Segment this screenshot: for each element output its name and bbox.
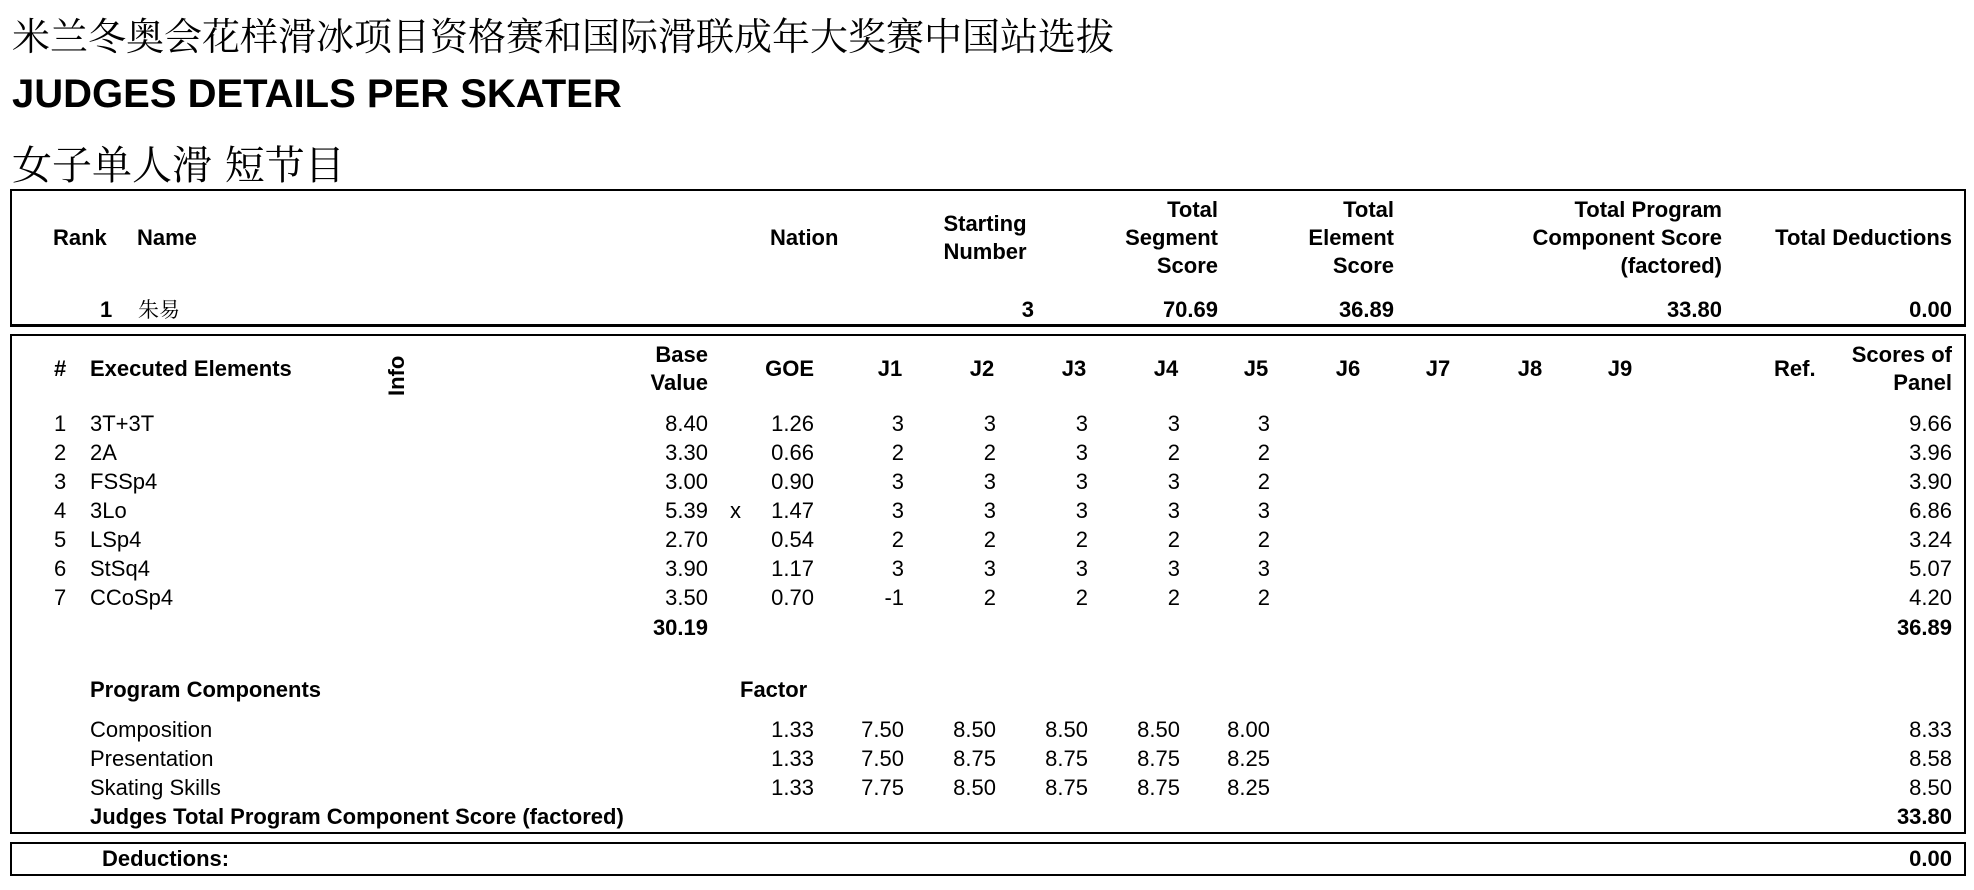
skater-deductions: 0.00	[1909, 297, 1952, 322]
element-j4: 2	[1167, 440, 1180, 465]
header-goe: GOE	[765, 356, 814, 381]
skater-tes: 36.89	[1338, 297, 1394, 322]
component-j1: 7.50	[861, 717, 904, 742]
element-name: FSSp4	[90, 469, 158, 494]
element-goe: 0.66	[771, 440, 814, 465]
header-j9: J9	[1607, 356, 1633, 381]
element-j2: 2	[983, 527, 996, 552]
element-num: 3	[54, 469, 67, 494]
element-panel: 5.07	[1909, 556, 1952, 581]
element-j4: 3	[1167, 498, 1180, 523]
component-factor: 1.33	[771, 717, 814, 742]
component-panel: 8.33	[1909, 717, 1952, 742]
skater-tss: 70.69	[1162, 297, 1218, 322]
element-panel: 3.96	[1909, 440, 1952, 465]
element-j3: 2	[1075, 585, 1088, 610]
header-tss-line1: Total	[1167, 197, 1218, 222]
element-num: 5	[54, 527, 67, 552]
element-name: 3T+3T	[90, 411, 155, 436]
element-panel: 3.90	[1909, 469, 1952, 494]
component-j4: 8.50	[1137, 717, 1180, 742]
element-name: CCoSp4	[90, 585, 174, 610]
component-j3: 8.75	[1045, 746, 1088, 771]
element-j2: 3	[983, 556, 996, 581]
component-factor: 1.33	[771, 775, 814, 800]
components-total-label: Judges Total Program Component Score (factored)	[90, 804, 624, 829]
component-j4: 8.75	[1137, 775, 1180, 800]
element-name: StSq4	[90, 556, 150, 581]
element-goe: 0.90	[771, 469, 814, 494]
header-j5: J5	[1243, 356, 1269, 381]
header-total-deductions: Total Deductions	[1775, 225, 1952, 250]
header-scores-of-panel	[1820, 341, 1952, 397]
element-j1: 3	[891, 469, 904, 494]
element-base: 3.00	[665, 469, 708, 494]
header-executed-elements: Executed Elements	[90, 356, 292, 381]
element-name: 2A	[90, 440, 117, 465]
element-j4: 3	[1167, 411, 1180, 436]
header-tss-line3: Score	[1156, 253, 1218, 278]
header-elem-num: #	[54, 356, 67, 381]
header-starting-number	[930, 210, 1040, 266]
element-num: 4	[54, 498, 67, 523]
element-j5: 2	[1257, 585, 1270, 610]
element-j2: 3	[983, 411, 996, 436]
element-goe: 1.26	[771, 411, 814, 436]
element-j4: 2	[1167, 585, 1180, 610]
skater-name: 朱易	[138, 298, 180, 322]
header-base-line1: Base	[655, 342, 708, 367]
header-j3: J3	[1061, 356, 1087, 381]
component-panel: 8.50	[1909, 775, 1952, 800]
element-num: 6	[54, 556, 67, 581]
header-base-line2: Value	[650, 370, 708, 395]
element-name: 3Lo	[90, 498, 127, 523]
header-j4: J4	[1153, 356, 1179, 381]
element-base: 2.70	[665, 527, 708, 552]
element-j3: 3	[1075, 469, 1088, 494]
element-j1: 2	[891, 527, 904, 552]
element-j3: 3	[1075, 498, 1088, 523]
header-starting-line2: Number	[943, 239, 1027, 264]
deductions-value: 0.00	[1909, 846, 1952, 871]
element-base: 3.90	[665, 556, 708, 581]
component-factor: 1.33	[771, 746, 814, 771]
report-title: JUDGES DETAILS PER SKATER	[12, 72, 622, 116]
element-j3: 3	[1075, 440, 1088, 465]
component-j2: 8.75	[953, 746, 996, 771]
element-j1: 3	[891, 411, 904, 436]
segment-title: 女子单人滑 短节目	[12, 143, 345, 189]
header-tes-line2: Element	[1308, 225, 1394, 250]
element-j1: -1	[884, 585, 904, 610]
element-j2: 3	[983, 498, 996, 523]
deductions-label: Deductions:	[102, 846, 230, 871]
element-goe: 1.17	[771, 556, 814, 581]
header-info: Info	[384, 355, 409, 396]
element-j2: 2	[983, 585, 996, 610]
components-total-value: 33.80	[1896, 804, 1952, 829]
element-panel: 9.66	[1909, 411, 1952, 436]
element-j1: 2	[891, 440, 904, 465]
header-j8: J8	[1517, 356, 1543, 381]
header-panel-line1: Scores of	[1851, 342, 1952, 367]
element-name: LSp4	[90, 527, 142, 552]
header-total-element-score	[1260, 196, 1394, 280]
components-title: Program Components	[90, 677, 322, 702]
element-panel: 6.86	[1909, 498, 1952, 523]
header-j6: J6	[1335, 356, 1361, 381]
element-j5: 3	[1257, 556, 1270, 581]
summary-divider	[10, 325, 1966, 327]
header-tes-line3: Score	[1332, 253, 1394, 278]
elements-total-panel: 36.89	[1896, 615, 1952, 640]
component-j1: 7.75	[861, 775, 904, 800]
component-j3: 8.50	[1045, 717, 1088, 742]
component-name: Skating Skills	[90, 775, 221, 800]
header-total-segment-score	[1080, 196, 1218, 280]
component-j5: 8.25	[1227, 775, 1270, 800]
element-num: 7	[54, 585, 67, 610]
component-panel: 8.58	[1909, 746, 1952, 771]
element-j3: 3	[1075, 411, 1088, 436]
component-j5: 8.25	[1227, 746, 1270, 771]
element-goe: 1.47	[771, 498, 814, 523]
element-j5: 2	[1257, 527, 1270, 552]
header-tss-line2: Segment	[1125, 225, 1218, 250]
element-j2: 2	[983, 440, 996, 465]
header-starting-line1: Starting	[943, 211, 1027, 236]
element-j3: 2	[1075, 527, 1088, 552]
element-base: 5.39	[665, 498, 708, 523]
components-factor-header: Factor	[740, 677, 808, 702]
element-panel: 3.24	[1909, 527, 1952, 552]
skater-pcs: 33.80	[1666, 297, 1722, 322]
header-nation: Nation	[770, 225, 839, 250]
elements-total-base: 30.19	[652, 615, 708, 640]
header-rank: Rank	[53, 225, 107, 250]
element-j1: 3	[891, 556, 904, 581]
deductions-box	[10, 842, 1966, 876]
element-base: 3.50	[665, 585, 708, 610]
element-base: 3.30	[665, 440, 708, 465]
header-j1: J1	[877, 356, 903, 381]
element-j5: 3	[1257, 411, 1270, 436]
element-j4: 3	[1167, 556, 1180, 581]
component-j4: 8.75	[1137, 746, 1180, 771]
header-pcs-line1: Total Program	[1574, 197, 1722, 222]
skater-rank: 1	[100, 297, 113, 322]
header-name: Name	[137, 225, 197, 250]
element-j3: 3	[1075, 556, 1088, 581]
header-pcs-line2: Component Score	[1532, 225, 1722, 250]
header-tes-line1: Total	[1343, 197, 1394, 222]
component-j2: 8.50	[953, 717, 996, 742]
element-j5: 2	[1257, 440, 1270, 465]
header-total-pcs	[1470, 196, 1722, 280]
element-base: 8.40	[665, 411, 708, 436]
header-ref: Ref.	[1774, 356, 1816, 381]
element-goe: 0.70	[771, 585, 814, 610]
component-name: Presentation	[90, 746, 214, 771]
component-name: Composition	[90, 717, 213, 742]
component-j3: 8.75	[1045, 775, 1088, 800]
event-title: 米兰冬奥会花样滑冰项目资格赛和国际滑联成年大奖赛中国站选拔	[12, 15, 1115, 59]
component-j1: 7.50	[861, 746, 904, 771]
component-j2: 8.50	[953, 775, 996, 800]
element-j5: 3	[1257, 498, 1270, 523]
header-pcs-line3: (factored)	[1620, 253, 1722, 278]
element-j4: 2	[1167, 527, 1180, 552]
component-j5: 8.00	[1227, 717, 1270, 742]
element-info-marker: x	[730, 498, 741, 523]
header-j7: J7	[1425, 356, 1451, 381]
skater-starting-number: 3	[1021, 297, 1034, 322]
element-j2: 3	[983, 469, 996, 494]
element-num: 1	[54, 411, 67, 436]
element-goe: 0.54	[771, 527, 814, 552]
header-panel-line2: Panel	[1893, 370, 1952, 395]
element-num: 2	[54, 440, 67, 465]
element-panel: 4.20	[1909, 585, 1952, 610]
element-j4: 3	[1167, 469, 1180, 494]
element-j1: 3	[891, 498, 904, 523]
header-j2: J2	[969, 356, 995, 381]
header-base-value	[600, 341, 708, 397]
element-j5: 2	[1257, 469, 1270, 494]
